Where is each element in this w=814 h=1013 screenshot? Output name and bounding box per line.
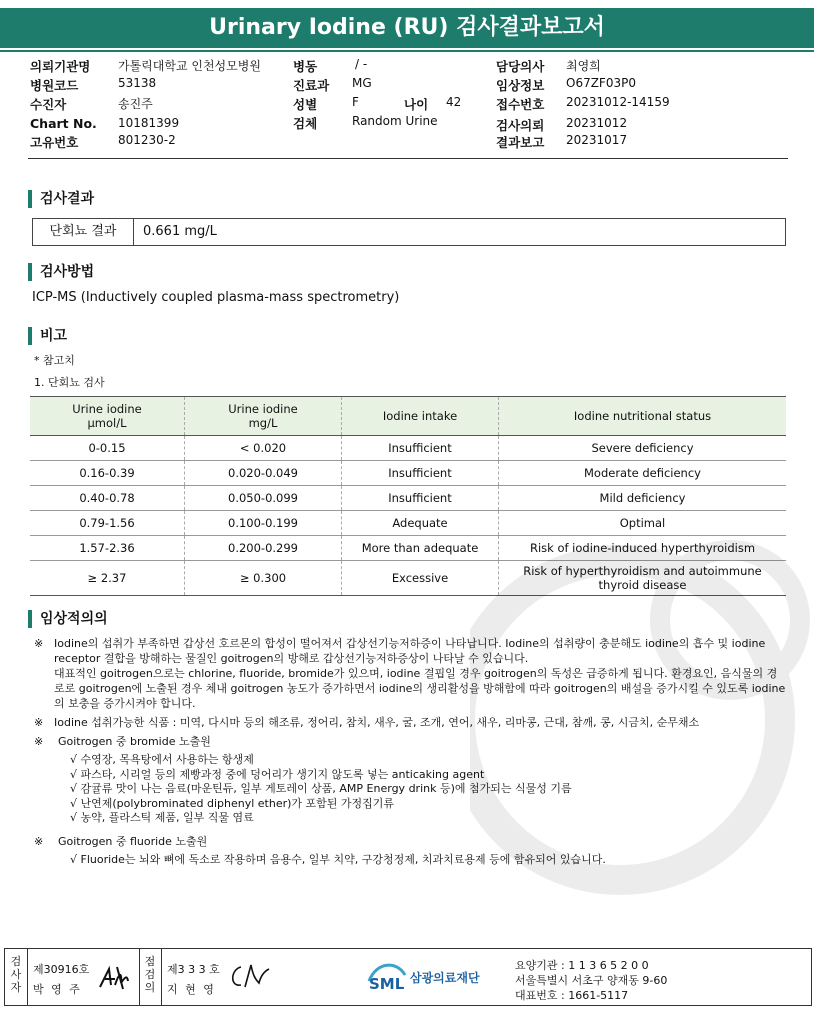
note-mark: ※ [34,716,44,729]
info-divider [28,158,788,159]
list-item: √ Fluoride는 뇌와 뼈에 독소로 작용하며 음용수, 일부 치약, 구강청정제, 치과치료용제 등에 함유되어 있습니다. [70,852,606,866]
info-value: 10181399 [118,116,180,130]
checker-signature [225,961,271,993]
info-label: 고유번호 [30,135,79,150]
table-cell: 0.16-0.39 [30,461,185,486]
table-cell: 0-0.15 [30,436,185,461]
info-value: 가톨릭대학교 인천성모병원 [118,59,261,73]
header-text: Iodine intake [382,409,458,423]
info-label: 병동 [293,59,318,74]
table-cell: < 0.020 [185,436,342,461]
age-value: 42 [446,95,462,109]
report-title: Urinary Iodine (RU) 검사결과보고서 [0,8,814,48]
info-value: 20231017 [566,133,628,147]
table-cell: Risk of hyperthyroidism and autoimmune thyroid disease [499,561,787,596]
table-cell: 1.57-2.36 [30,536,185,561]
section-clinical-title: 임상적의의 [28,610,108,628]
ref-subtitle: 1. 단회뇨 검사 [34,376,105,389]
table-header [499,397,787,436]
table-row [30,436,786,461]
table-cell: 0.200-0.299 [185,536,342,561]
list-item: √ 파스타, 시리얼 등의 제빵과정 중에 덩어리가 생기지 않도록 넣는 anticaking agent [70,767,485,781]
header-text: Iodine nutritional status [573,409,712,423]
note-mark: ※ [34,834,44,848]
note-text: Iodine의 섭취가 부족하면 갑상선 호르몬의 합성이 떨어져서 갑상선기능저하증이 나타납니다. Iodine의 섭취량이 충분해도 iodine의 흡수 및 iodine receptor 결합을 방해하는 물질인 goitrogen의 방해로 갑상선기능저하증상이 나타날 수 있습니다. [54,637,766,665]
note-text: Iodine 섭취가능한 식품 : 미역, 다시마 등의 해조류, 정어리, 참치, 새우, 굴, 조개, 연어, 새우, 리마콩, 근대, 참깨, 콩, 시금치, 순무채소 [54,716,700,729]
info-value: / - [355,57,368,71]
info-label: 병원코드 [30,78,79,93]
info-label: 성별 [293,97,318,112]
table-cell: Risk of iodine-induced hyperthyroidism [499,536,787,561]
info-value: Random Urine [352,114,438,128]
table-cell: Mild deficiency [499,486,787,511]
table-cell: Optimal [499,511,787,536]
table-cell: 0.40-0.78 [30,486,185,511]
info-label: Chart No. [30,116,97,131]
table-cell: More than adequate [342,536,499,561]
list-item: √ 농약, 플라스틱 제품, 일부 직물 염료 [70,811,254,824]
table-cell: ≥ 2.37 [30,561,185,596]
info-label: 담당의사 [496,59,545,74]
note-text: Goitrogen 중 bromide 노출원 [58,735,211,748]
method-text: ICP-MS (Inductively coupled plasma-mass spectrometry) [32,290,400,305]
table-cell: Insufficient [342,461,499,486]
table-cell: 0.100-0.199 [185,511,342,536]
table-header [30,397,185,436]
list-item: √ 감귤류 맛이 나는 음료(마운틴듀, 일부 게토레이 상품, AMP Energy drink 등)에 첨가되는 식물성 기름 [70,782,572,795]
result-label: 단회뇨 결과 [33,219,134,245]
table-cell: Insufficient [342,486,499,511]
tester-license: 제30916호 [33,963,90,976]
result-box [32,218,786,246]
note-text: Goitrogen 중 fluoride 노출원 [58,834,208,848]
info-value: 송진주 [118,97,153,111]
table-header [342,397,499,436]
info-label: 검사의뢰 [496,118,545,133]
org-phone: 대표번호 : 1661-5117 [515,989,629,1002]
note-mark: ※ [34,637,44,650]
sml-logo-icon [367,959,407,995]
info-label: 접수번호 [496,97,545,112]
checker-name: 지 현 영 [167,983,216,996]
table-cell: 0.020-0.049 [185,461,342,486]
header-text: Urine iodine μmol/L [72,402,142,430]
section-remarks-title: 비고 [28,327,67,345]
note-mark: ※ [34,735,44,748]
tester-signature [97,963,131,993]
tester-name: 박 영 주 [33,983,82,996]
info-value: 801230-2 [118,133,176,147]
table-cell: 0.050-0.099 [185,486,342,511]
table-cell: Insufficient [342,436,499,461]
age-label: 나이 [404,97,429,112]
tester-label: 검사자 [10,955,22,994]
table-cell: Severe deficiency [499,436,787,461]
watermark-graphic [470,500,810,940]
checker-label: 점검의 [144,955,156,994]
table-header [185,397,342,436]
info-label: 결과보고 [496,135,545,150]
table-cell: Adequate [342,511,499,536]
ref-title: * 참고치 [34,354,75,367]
info-value: 53138 [118,76,157,90]
section-result-title: 검사결과 [28,190,94,208]
list-item: √ 수영장, 목욕탕에서 사용하는 항생제 [70,753,254,766]
info-label: 진료과 [293,78,330,93]
result-value: 0.661 mg/L [143,224,217,239]
logo-text: SML [369,975,405,993]
signature-footer [4,948,812,1006]
org-address: 서울특별시 서초구 양재동 9-60 [515,974,668,987]
info-label: 의뢰기관명 [30,59,91,74]
info-value: O67ZF03P0 [566,76,636,90]
info-value: 20231012-14159 [566,95,670,109]
info-label: 검체 [293,116,318,131]
org-name: 삼광의료재단 [410,971,480,985]
info-label: 수진자 [30,97,67,112]
section-method-title: 검사방법 [28,263,94,281]
table-row [30,461,786,486]
info-value: MG [352,76,372,90]
org-code: 요양기관 : 1 1 3 6 5 2 0 0 [515,959,649,972]
table-cell: Excessive [342,561,499,596]
table-cell: 0.79-1.56 [30,511,185,536]
info-value: 20231012 [566,116,628,130]
info-value: 최영희 [566,59,601,73]
list-item: √ 난연제(polybrominated diphenyl ether)가 포함된 가정집기류 [70,796,395,810]
note-text: 대표적인 goitrogen으로는 chlorine, fluoride, bromide가 있으며, iodine 결핍일 경우 goitrogen의 독성은 급증하게 됩니다. 환경요인, 음식물의 경로로 goitrogen에 노출된 경우 체내 goitrogen 농도가 증가하면서 iodine의 생리활성을 방해함에 따라 goitrogen의 배설을 증가시킬 수 있도록 iodine의 보충을 증가시켜야 합니다. [54,667,786,710]
header-text: Urine iodine mg/L [228,402,298,430]
info-label: 임상정보 [496,78,545,93]
title-underline [0,50,814,52]
info-value: F [352,95,359,109]
table-cell: Moderate deficiency [499,461,787,486]
checker-license: 제3 3 3 호 [167,963,220,976]
table-cell: ≥ 0.300 [185,561,342,596]
